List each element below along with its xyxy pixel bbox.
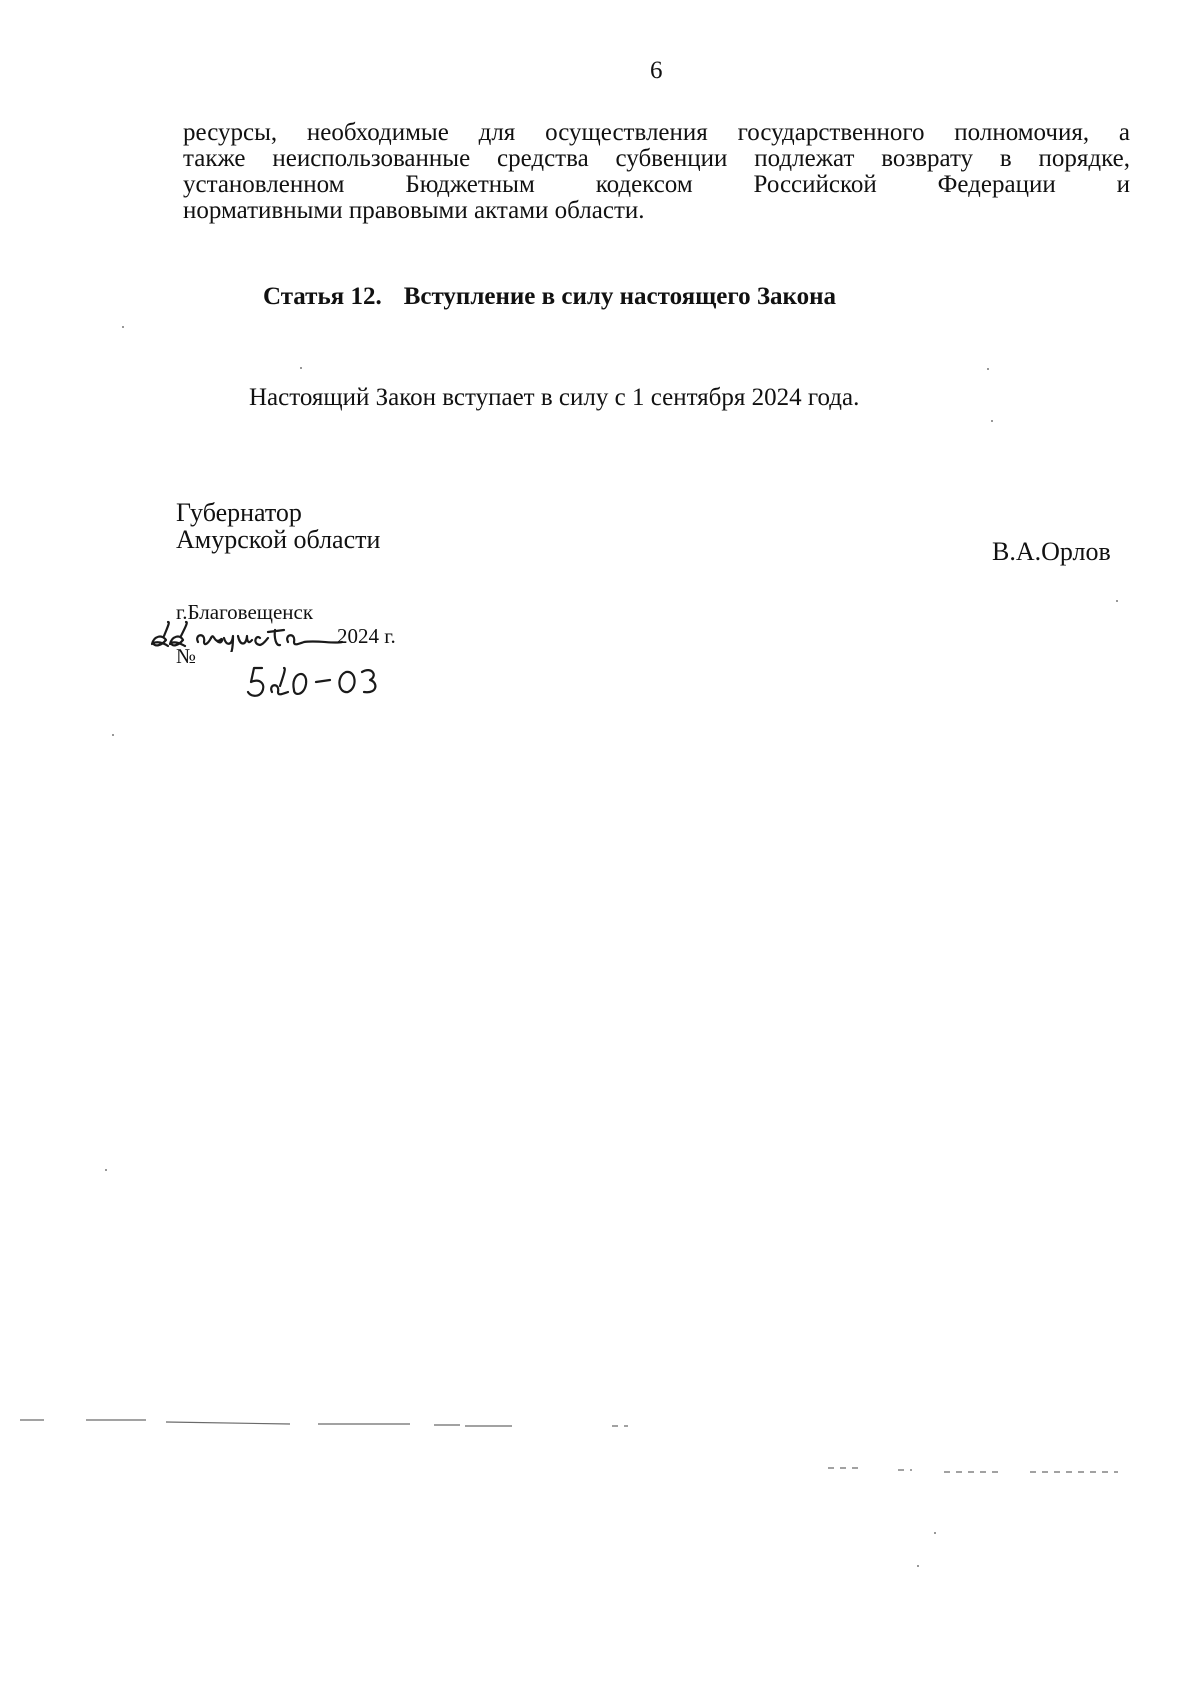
article-title: Вступление в силу настоящего Закона xyxy=(403,283,836,310)
article-number: Статья 12. xyxy=(263,283,382,310)
continuation-paragraph xyxy=(183,120,1130,224)
issue-place: г.Благовещенск xyxy=(176,600,314,624)
position-title: Губернатор xyxy=(176,498,302,527)
page-number: 6 xyxy=(650,57,663,84)
paragraph-line: ресурсы, необходимые для осуществления государственного полномочия, а xyxy=(183,119,1130,146)
article-text: Настоящий Закон вступает в силу с 1 сентября 2024 года. xyxy=(249,384,860,411)
paragraph-line: установленном Бюджетным кодексом Российской Федерации и xyxy=(183,171,1130,198)
paragraph-line: нормативными правовыми актами области. xyxy=(183,197,645,224)
issue-number-label: № xyxy=(176,644,197,668)
position-region: Амурской области xyxy=(176,525,381,554)
article-heading xyxy=(263,282,836,312)
signer-name: В.А.Орлов xyxy=(992,537,1111,566)
signature-position xyxy=(176,499,380,553)
paragraph-line: также неиспользованные средства субвенции подлежат возврату в порядке, xyxy=(183,145,1130,172)
handwritten-law-number xyxy=(246,658,386,704)
issue-year: 2024 г. xyxy=(337,624,396,648)
